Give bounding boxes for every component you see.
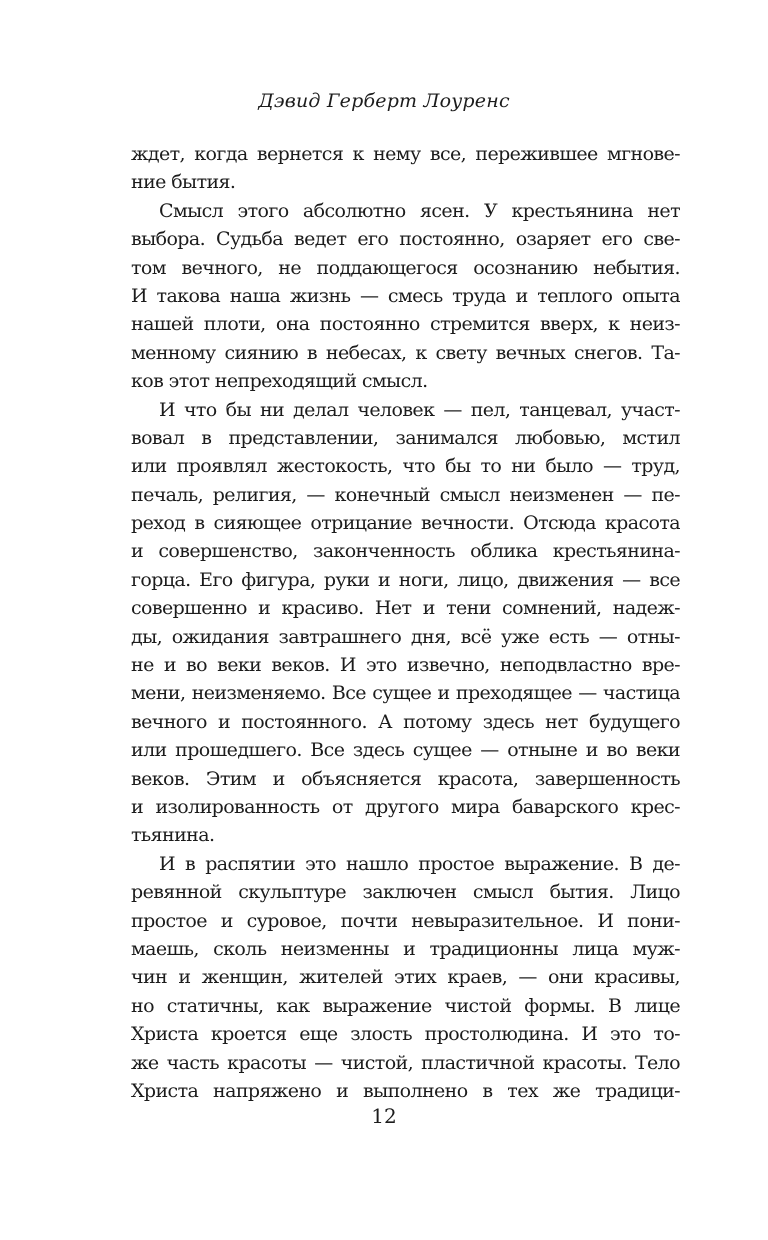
text-line: ревянной скульптуре заключен смысл бытия. Лицо [131,881,680,904]
body-text [131,140,680,1105]
text-line: ды, ожидания завтрашнего дня, всё уже есть — отны- [131,625,680,648]
text-line: Христа напряжено и выполнено в тех же традици- [131,1079,680,1102]
text-line: же часть красоты — чистой, пластичной красоты. Тело [131,1051,680,1074]
text-line: чин и женщин, жителей этих краев, — они красивы, [131,966,680,989]
text-line: мени, неизменяемо. Все сущее и преходящее — частица [131,682,680,705]
page-number: 12 [371,1104,397,1128]
text-line: тьянина. [131,824,215,847]
text-line: но статичны, как выражение чистой формы. В лице [131,994,680,1017]
text-line: И в распятии это нашло простое выражение. В де- [159,852,680,875]
text-line: горца. Его фигура, руки и ноги, лицо, движения — все [131,568,680,591]
text-line: И такова наша жизнь — смесь труда и теплого опыта [131,284,680,307]
text-line: ждет, когда вернется к нему все, пережившее мгнове- [131,143,680,165]
text-line: совершенно и красиво. Нет и тени сомнений, надеж- [131,597,680,620]
text-line: ние бытия. [131,171,236,194]
text-line: нашей плоти, она постоянно стремится вверх, к неиз- [131,313,680,336]
text-line: или прошедшего. Все здесь сущее — отныне и во веки [131,739,680,762]
text-line: не и во веки веков. И это извечно, неподвластно вре- [131,654,680,677]
text-line: Смысл этого абсолютно ясен. У крестьянина нет [159,199,680,222]
running-head: Дэвид Герберт Лоуренс [258,90,510,112]
text-line: том вечного, не поддающегося осознанию небытия. [131,256,680,279]
text-line: менному сиянию в небесах, к свету вечных снегов. Та- [131,341,680,364]
text-line: и совершенство, законченность облика крестьянина- [131,540,680,563]
text-line: и изолированность от другого мира баварского крес- [131,795,680,818]
text-line: простое и суровое, почти невыразительное. И пони- [131,909,680,932]
text-line: или проявлял жестокость, что бы то ни было — труд, [131,455,680,478]
text-line: печаль, религия, — конечный смысл неизменен — пе- [131,483,680,506]
text-line: И что бы ни делал человек — пел, танцевал, участ- [159,398,680,421]
text-line: ков этот непреходящий смысл. [131,370,428,393]
text-line: маешь, сколь неизменны и традиционны лица муж- [131,937,680,960]
text-line: выбора. Судьба ведет его постоянно, озаряет его све- [131,228,680,251]
text-line: реход в сияющее отрицание вечности. Отсюда красота [131,512,680,535]
text-line: вечного и постоянного. А потому здесь нет будущего [131,710,680,733]
text-line: веков. Этим и объясняется красота, завершенность [131,767,680,790]
text-line: вовал в представлении, занимался любовью, мстил [131,426,680,449]
text-line: Христа кроется еще злость простолюдина. И это то- [131,1023,680,1046]
